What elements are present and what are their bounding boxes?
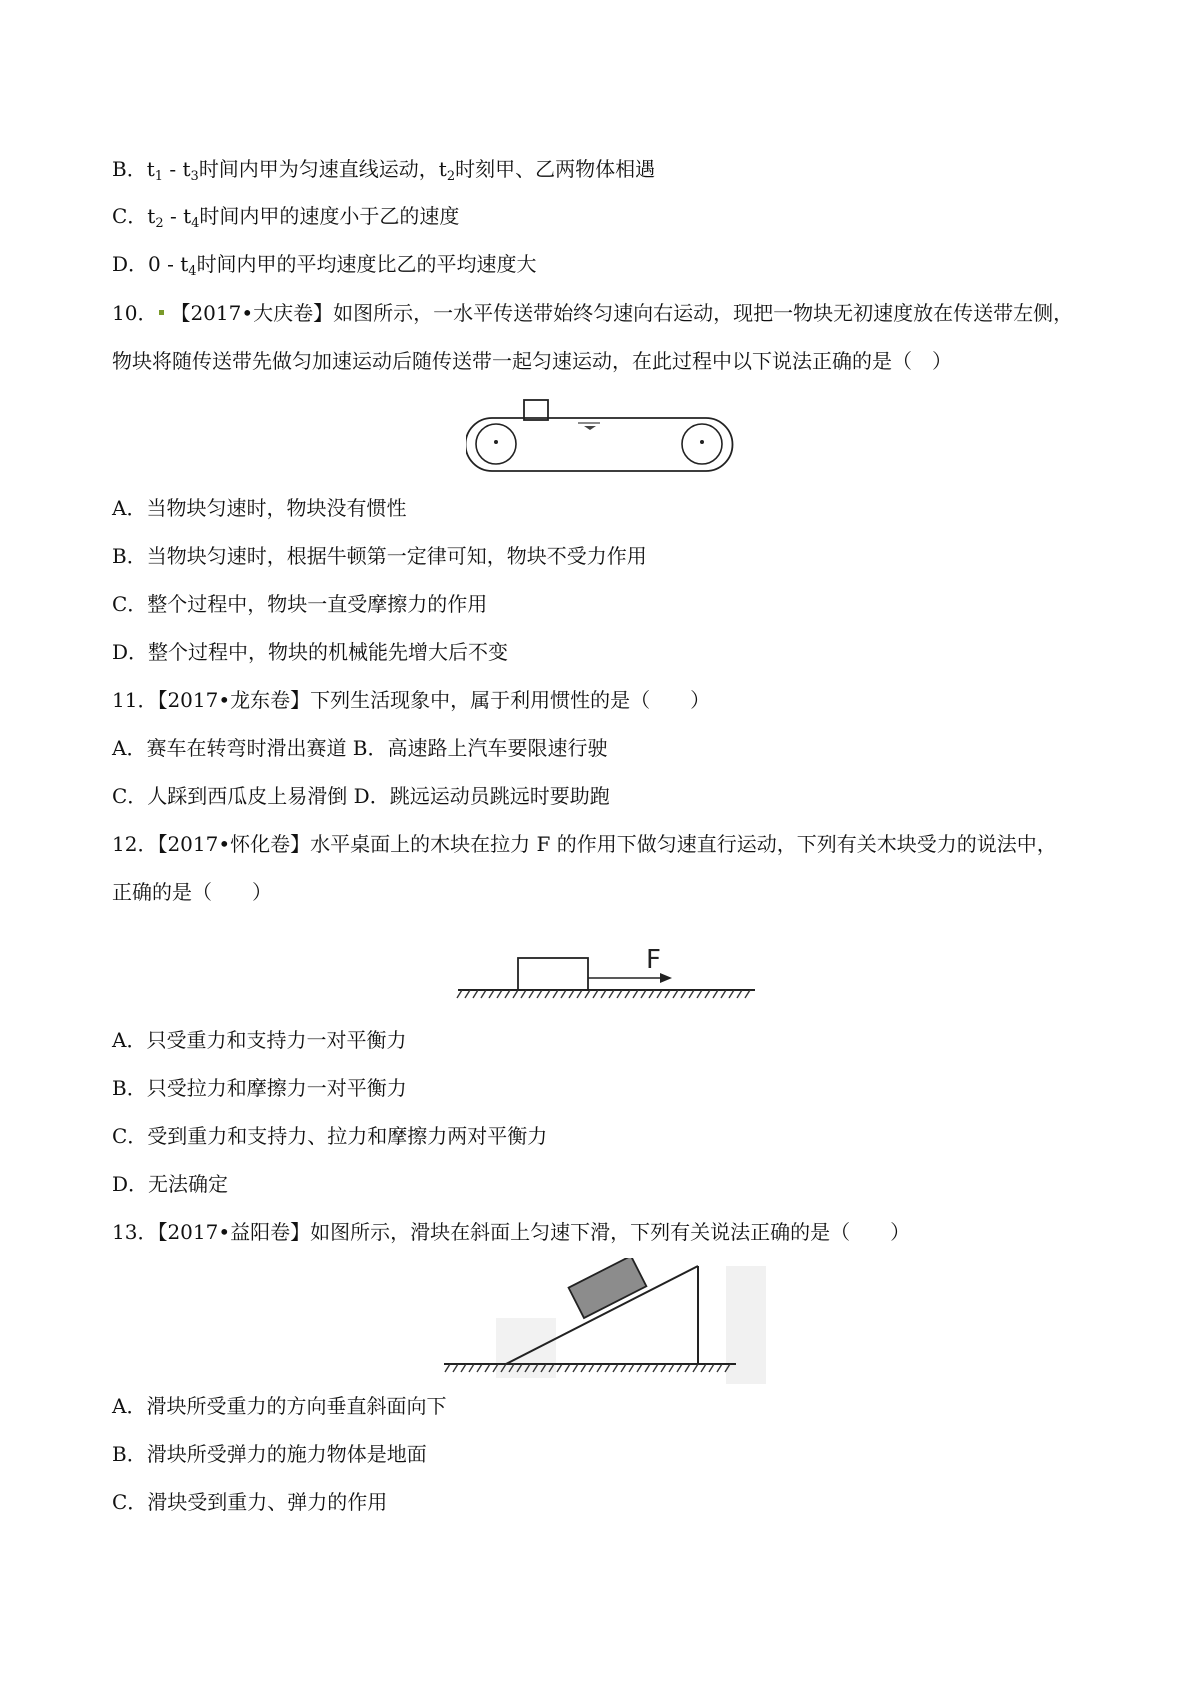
q9-option-c: C．$t_2 - t_4$时间内甲的速度小于乙的速度 [112, 204, 460, 231]
conveyor-belt-figure [466, 396, 736, 476]
q12-option-c: C．受到重力和支持力、拉力和摩擦力两对平衡力 [112, 1124, 548, 1148]
q9-option-d: D．$0 - t_4$时间内甲的平均速度比乙的平均速度大 [112, 252, 537, 279]
q10-option-c: C．整个过程中，物块一直受摩擦力的作用 [112, 592, 488, 616]
q13-option-b: B．滑块所受弹力的施力物体是地面 [112, 1442, 427, 1466]
marker-dot [159, 310, 164, 315]
q11-stem: 11．【2017•龙东卷】下列生活现象中，属于利用惯性的是（ ） [112, 688, 711, 712]
q12-option-b: B．只受拉力和摩擦力一对平衡力 [112, 1076, 407, 1100]
q12-stem-line-1: 12．【2017•怀化卷】水平桌面上的木块在拉力 F 的作用下做匀速直行运动，下列有关木块受力的说法中， [112, 832, 1057, 856]
q12-stem-line-2: 正确的是（ ） [112, 880, 272, 904]
incline-slider-figure [436, 1258, 776, 1388]
q10-option-d: D．整个过程中，物块的机械能先增大后不变 [112, 640, 509, 664]
q11-options-row-2: C．人踩到西瓜皮上易滑倒 D．跳远运动员跳远时要助跑 [112, 784, 610, 808]
q12-option-a: A．只受重力和支持力一对平衡力 [112, 1028, 407, 1052]
q10-option-b: B．当物块匀速时，根据牛顿第一定律可知，物块不受力作用 [112, 544, 647, 568]
q10-stem-line-2: 物块将随传送带先做匀加速运动后随传送带一起匀速运动，在此过程中以下说法正确的是（ ） [112, 349, 952, 373]
q13-stem: 13．【2017•益阳卷】如图所示，滑块在斜面上匀速下滑，下列有关说法正确的是（ ） [112, 1220, 911, 1244]
force-label: F [646, 945, 661, 975]
q9-option-b: B．$t_1 - t_3$时间内甲为匀速直线运动，$t_2$时刻甲、乙两物体相遇 [112, 157, 656, 184]
q13-option-c: C．滑块受到重力、弹力的作用 [112, 1490, 388, 1514]
q10-option-a: A．当物块匀速时，物块没有惯性 [112, 496, 407, 520]
q11-options-row-1: A．赛车在转弯时滑出赛道 B．高速路上汽车要限速行驶 [112, 736, 608, 760]
block-pull-figure [450, 932, 760, 1002]
q10-stem-line-1: 10． 【2017•大庆卷】如图所示，一水平传送带始终匀速向右运动，现把一物块无初速度放在传送带左侧， [112, 301, 1074, 325]
q13-option-a: A．滑块所受重力的方向垂直斜面向下 [112, 1394, 447, 1418]
q12-option-d: D．无法确定 [112, 1172, 229, 1196]
